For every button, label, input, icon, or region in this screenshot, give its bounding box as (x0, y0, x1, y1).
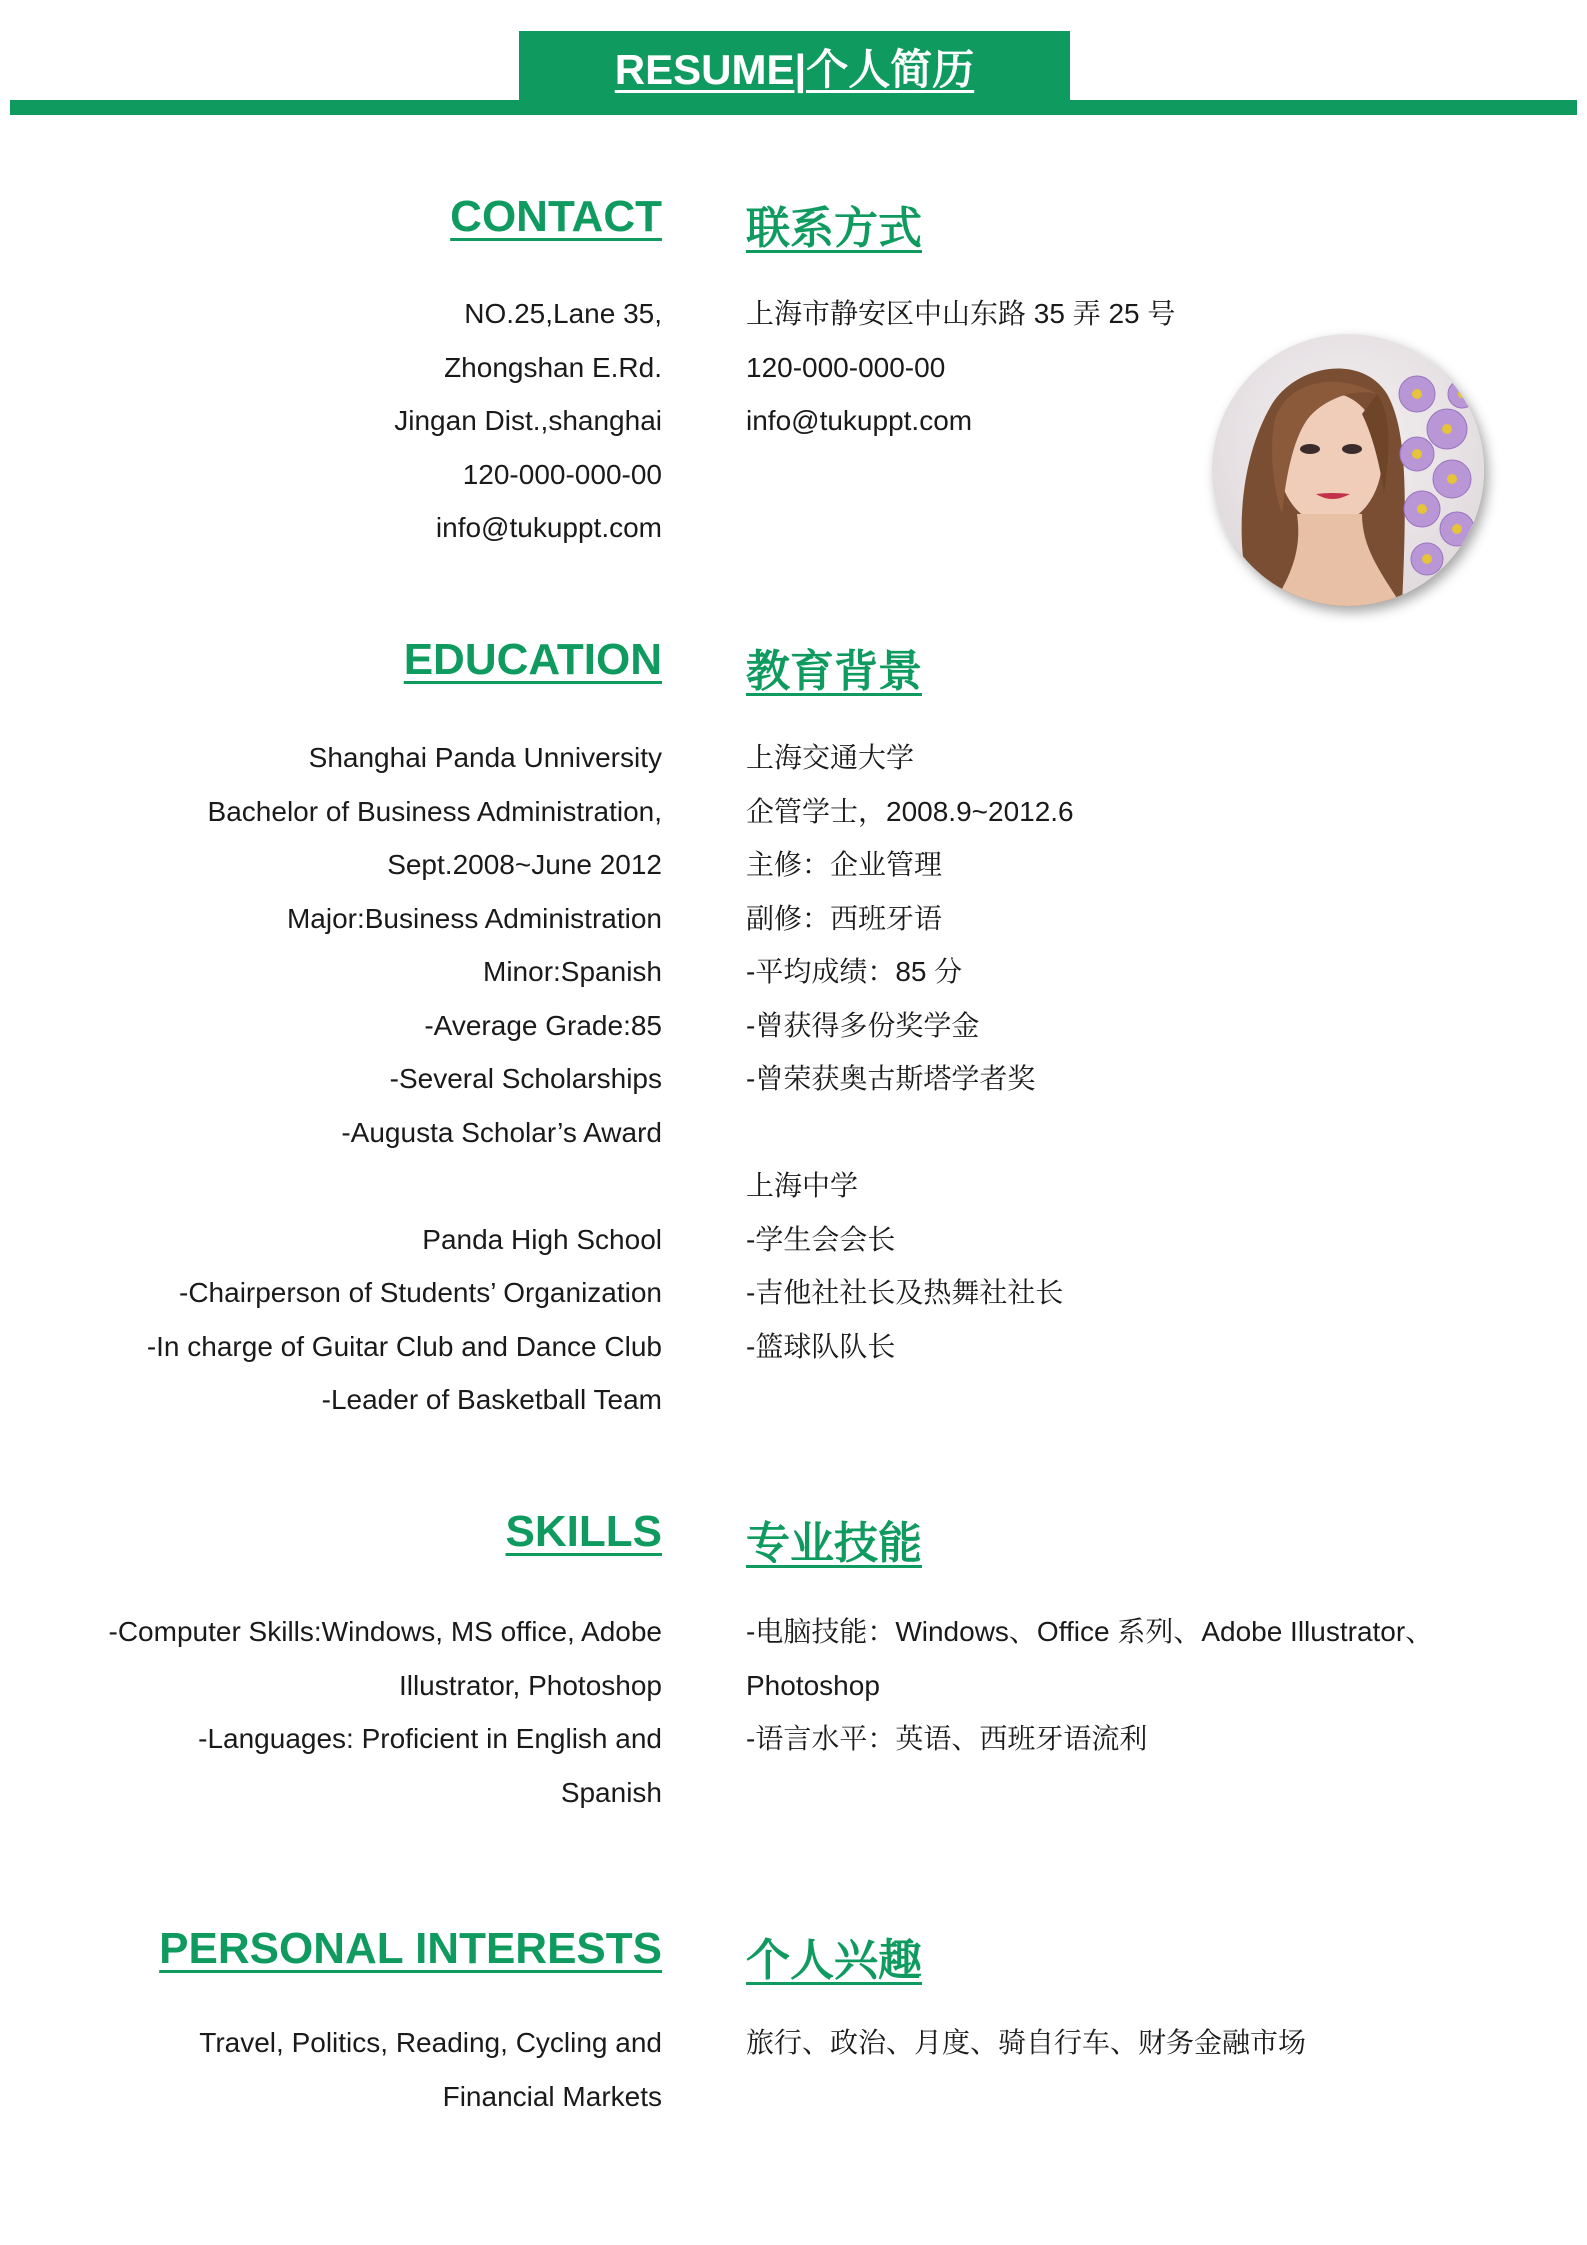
education-heading-cn: 教育背景 (746, 647, 922, 696)
education-en-line: Minor:Spanish (483, 956, 662, 987)
education-en-line: Shanghai Panda Unniversity (308, 742, 662, 773)
contact-cn-block (746, 287, 1175, 448)
contact-en-line: Jingan Dist.,shanghai (394, 405, 662, 436)
skills-en-line: Illustrator, Photoshop (398, 1669, 662, 1701)
skills-en-line: Spanish (560, 1776, 662, 1808)
education-cn-line (746, 1106, 1074, 1160)
contact-heading-cn: 联系方式 (746, 204, 922, 253)
education-en-line: -Leader of Basketball Team (321, 1384, 662, 1415)
education-en-line: -Several Scholarships (389, 1063, 662, 1094)
skills-cn-line: Photoshop (746, 1669, 880, 1701)
education-en-line: -Chairperson of Students’ Organization (179, 1277, 662, 1308)
contact-en-line: info@tukuppt.com (435, 512, 662, 543)
contact-cn-line: info@tukuppt.com (746, 405, 973, 436)
education-en-line: Major:Business Administration (286, 902, 662, 934)
page-title: RESUME|个人简历 (614, 46, 975, 93)
skills-en-block (109, 1605, 662, 1819)
skills-heading-cn: 专业技能 (746, 1519, 922, 1568)
education-cn-line: 副修：西班牙语 (746, 902, 943, 934)
profile-photo (1212, 334, 1484, 606)
education-cn-line: -平均成绩：85 分 (746, 956, 963, 987)
education-en-line: -Average Grade:85 (424, 1009, 662, 1041)
title-banner (519, 31, 1070, 103)
education-cn-line: 上海中学 (746, 1170, 859, 1201)
education-en-block (147, 731, 662, 1427)
interests-en-line: Financial Markets (442, 2080, 662, 2112)
contact-en-line: NO.25,Lane 35, (464, 298, 662, 329)
contact-en-line: 120-000-000-00 (462, 458, 662, 490)
interests-cn-block (746, 2016, 1306, 2070)
skills-cn-line: -语言水平：英语、西班牙语流利 (746, 1723, 1148, 1754)
contact-en-line: Zhongshan E.Rd. (444, 351, 662, 383)
education-cn-line: -曾荣获奥古斯塔学者奖 (746, 1063, 1036, 1094)
contact-cn-line: 120-000-000-00 (746, 351, 946, 383)
education-cn-line: 企管学士，2008.9~2012.6 (746, 795, 1074, 827)
education-cn-line: 上海交通大学 (746, 742, 915, 773)
education-en-line: -In charge of Guitar Club and Dance Club (146, 1330, 662, 1362)
education-cn-line: -曾获得多份奖学金 (746, 1009, 980, 1041)
education-en-line: Bachelor of Business Administration, (207, 795, 662, 827)
interests-heading-en: PERSONAL INTERESTS (159, 1924, 662, 1973)
education-en-line (147, 1159, 662, 1213)
education-cn-line: -吉他社社长及热舞社社长 (746, 1277, 1064, 1308)
contact-cn-line: 上海市静安区中山东路 35 弄 25 号 (746, 298, 1176, 329)
interests-heading-cn: 个人兴趣 (746, 1936, 922, 1985)
education-cn-block (746, 731, 1074, 1373)
education-cn-line: 主修：企业管理 (746, 849, 943, 880)
portrait-image (1212, 334, 1484, 606)
education-heading-en: EDUCATION (403, 635, 662, 684)
interests-cn-line: 旅行、政治、月度、骑自行车、财务金融市场 (746, 2027, 1307, 2058)
education-en-line: -Augusta Scholar’s Award (341, 1116, 662, 1148)
education-cn-line: -学生会会长 (746, 1223, 896, 1255)
skills-cn-line: -电脑技能：Windows、Office 系列、Adobe Illustrator、 (746, 1616, 1434, 1647)
skills-en-line: -Languages: Proficient in English and (198, 1723, 662, 1754)
interests-en-block (199, 2016, 662, 2123)
education-en-line: Sept.2008~June 2012 (387, 849, 662, 880)
skills-cn-block (746, 1605, 1433, 1766)
education-cn-line: -篮球队队长 (746, 1330, 896, 1362)
education-en-line: Panda High School (422, 1223, 662, 1255)
interests-en-line: Travel, Politics, Reading, Cycling and (199, 2027, 662, 2058)
contact-en-block (394, 287, 662, 555)
skills-heading-en: SKILLS (505, 1507, 662, 1556)
contact-heading-en: CONTACT (450, 192, 662, 241)
skills-en-line: -Computer Skills:Windows, MS office, Adobe (108, 1616, 662, 1647)
